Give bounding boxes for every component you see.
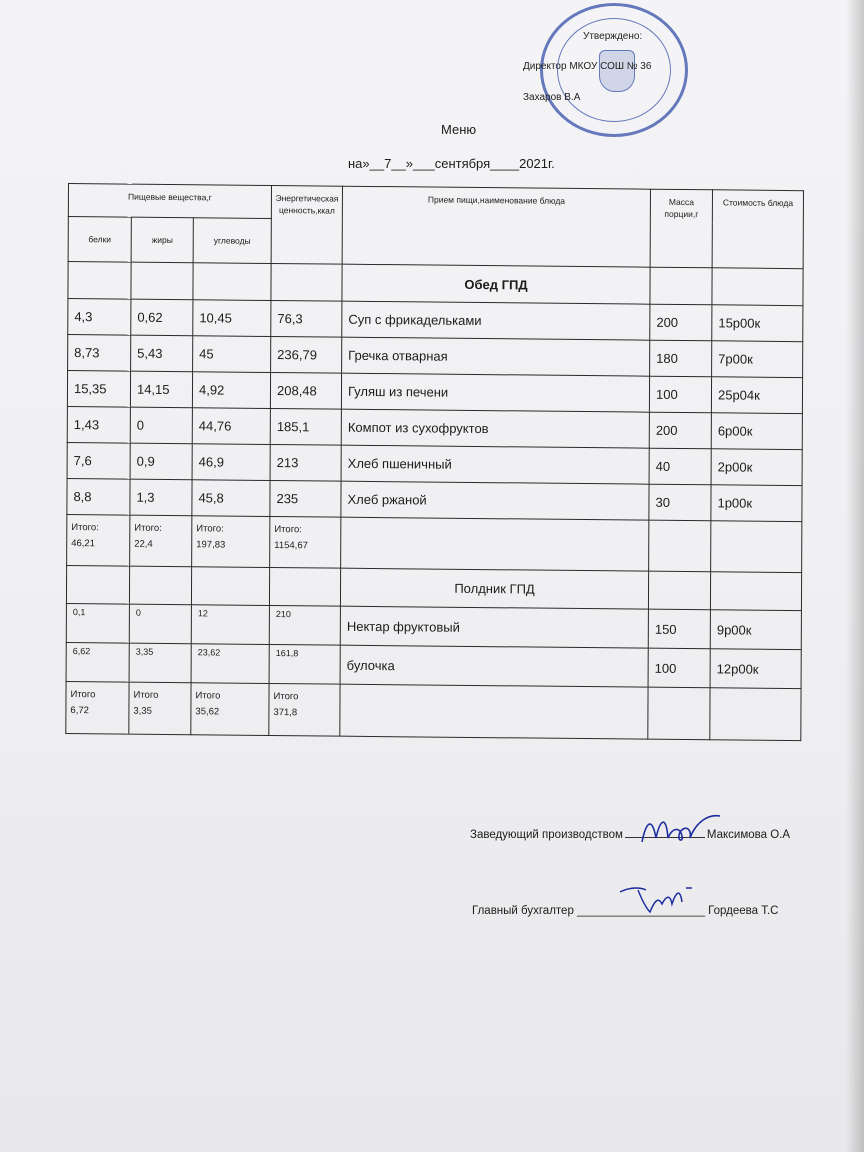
cell-cost: 7р00к bbox=[712, 341, 803, 378]
lunch-total-energy: Итого: 1154,67 bbox=[270, 516, 341, 568]
cell-p: 4,3 bbox=[68, 299, 131, 336]
header-proteins: белки bbox=[68, 217, 131, 263]
cell-p: 7,6 bbox=[67, 442, 130, 479]
approval-line-3: Захаров В.А bbox=[523, 92, 581, 103]
cell-f: 0 bbox=[130, 407, 192, 444]
cell-e: 236,79 bbox=[271, 336, 342, 373]
cell-p: 6,62 bbox=[66, 642, 129, 682]
cell-name: Гуляш из печени bbox=[341, 373, 649, 412]
cell-mass: 200 bbox=[650, 304, 712, 341]
approval-line-1: Утверждено: bbox=[583, 31, 643, 42]
cell-f: 0 bbox=[129, 604, 191, 644]
head-name: Максимова О.А bbox=[706, 829, 791, 841]
cell-name: Хлеб пшеничный bbox=[341, 445, 649, 484]
header-nutrients: Пищевые вещества,г bbox=[68, 184, 271, 219]
cell-f: 0,9 bbox=[130, 443, 192, 480]
cell-mass: 200 bbox=[649, 412, 711, 449]
cell-mass: 40 bbox=[649, 448, 711, 485]
cell-mass: 100 bbox=[649, 376, 711, 413]
page-title: Меню bbox=[441, 122, 477, 137]
accountant-blank: ____________________ bbox=[577, 905, 705, 917]
cell-mass: 180 bbox=[650, 340, 712, 377]
cell-cost: 12р00к bbox=[710, 649, 801, 689]
section-title-snack: Полдник ГПД bbox=[340, 568, 648, 609]
cell-name: Компот из сухофруктов bbox=[341, 409, 649, 448]
head-role: Заведующий производством bbox=[470, 829, 623, 841]
menu-table bbox=[65, 183, 804, 741]
cell-c: 45 bbox=[193, 336, 271, 373]
cell-c: 10,45 bbox=[193, 300, 271, 337]
lunch-total-carbs: Итого: 197,83 bbox=[192, 516, 270, 568]
section-title-lunch: Обед ГПД bbox=[342, 264, 650, 304]
cell-e: 235 bbox=[270, 480, 341, 517]
cell-c: 23,62 bbox=[191, 644, 269, 684]
header-mass: Масса порции,г bbox=[650, 189, 712, 268]
handwritten-signature-head bbox=[636, 808, 726, 850]
cell-e: 76,3 bbox=[271, 300, 342, 337]
cell-f: 5,43 bbox=[131, 335, 193, 372]
cell-f: 1,3 bbox=[130, 479, 192, 516]
cell-cost: 2р00к bbox=[711, 449, 802, 486]
accountant-role: Главный бухгалтер bbox=[472, 905, 574, 917]
header-meal: Прием пищи,наименование блюда bbox=[342, 186, 650, 267]
handwritten-signature-accountant bbox=[616, 882, 706, 918]
cell-e: 161,8 bbox=[269, 644, 340, 684]
lunch-total-proteins: Итого: 46,21 bbox=[67, 514, 130, 566]
cell-cost: 15р00к bbox=[712, 305, 803, 342]
cell-p: 0,1 bbox=[66, 603, 129, 643]
snack-total-carbs: Итого 35,62 bbox=[191, 683, 269, 736]
cell-name: булочка bbox=[340, 645, 648, 687]
cell-cost: 25р04к bbox=[711, 377, 802, 414]
accountant-name: Гордеева Т.С bbox=[708, 905, 779, 917]
cell-f: 3,35 bbox=[129, 643, 191, 683]
cell-p: 8,8 bbox=[67, 478, 130, 515]
cell-cost: 9р00к bbox=[710, 610, 801, 650]
cell-e: 213 bbox=[270, 444, 341, 481]
snack-total-fats: Итого 3,35 bbox=[129, 682, 191, 735]
cell-c: 4,92 bbox=[192, 372, 270, 409]
cell-f: 14,15 bbox=[130, 371, 192, 408]
cell-e: 208,48 bbox=[270, 372, 341, 409]
approval-line-2: Директор МКОУ СОШ № 36 bbox=[523, 61, 652, 72]
cell-p: 15,35 bbox=[67, 370, 130, 407]
cell-mass: 150 bbox=[648, 609, 710, 649]
cell-p: 1,43 bbox=[67, 406, 130, 443]
snack-rows bbox=[66, 603, 801, 688]
cell-name: Суп с фрикадельками bbox=[342, 301, 650, 340]
cell-cost: 6р00к bbox=[711, 413, 802, 450]
cell-name: Хлеб ржаной bbox=[341, 481, 649, 520]
cell-c: 44,76 bbox=[192, 408, 270, 445]
cell-name: Нектар фруктовый bbox=[340, 606, 648, 648]
header-fats: жиры bbox=[131, 217, 193, 263]
cell-c: 46,9 bbox=[192, 444, 270, 481]
cell-name: Гречка отварная bbox=[342, 337, 650, 376]
date-line: на»__7__»___сентября____2021г. bbox=[348, 156, 555, 171]
head-of-production-line bbox=[470, 829, 790, 841]
snack-total-proteins: Итого 6,72 bbox=[66, 681, 129, 734]
cell-f: 0,62 bbox=[131, 299, 193, 336]
cell-c: 45,8 bbox=[192, 480, 270, 517]
lunch-total-fats: Итого: 22,4 bbox=[130, 515, 192, 567]
cell-mass: 30 bbox=[649, 484, 711, 521]
cell-c: 12 bbox=[191, 605, 269, 645]
cell-cost: 1р00к bbox=[711, 485, 802, 522]
cell-mass: 100 bbox=[648, 648, 710, 688]
snack-total-energy: Итого 371,8 bbox=[269, 683, 340, 736]
cell-e: 185,1 bbox=[270, 408, 341, 445]
header-energy: Энергетическая ценность,ккал bbox=[271, 185, 342, 264]
cell-e: 210 bbox=[269, 605, 340, 645]
lunch-rows bbox=[67, 299, 803, 522]
header-carbs: углеводы bbox=[193, 218, 271, 264]
page-edge-shadow bbox=[846, 0, 864, 1152]
cell-p: 8,73 bbox=[68, 334, 131, 371]
header-cost: Стоимость блюда bbox=[712, 190, 803, 269]
